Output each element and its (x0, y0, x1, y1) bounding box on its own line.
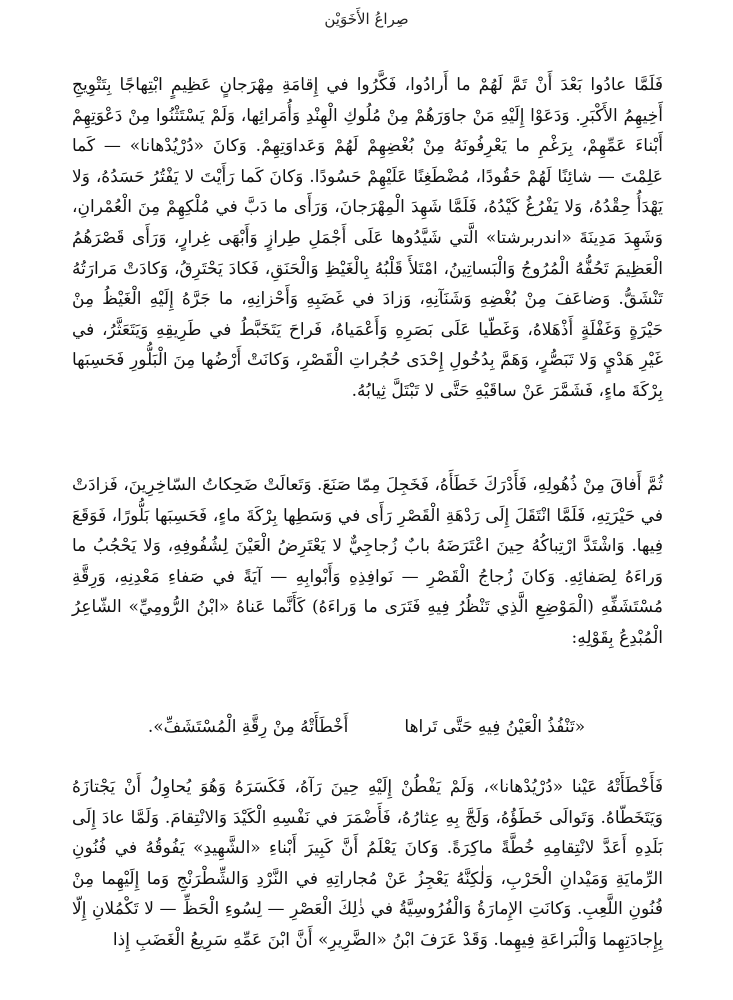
paragraph-1: فَلَمَّا عادُوا بَعْدَ أَنْ تَمَّ لَهُمْ ما أَرادُوا، فَكَّرُوا في إِقامَةِ مِهْرَجانٍ عَظِيمٍ ابْتِهاجًا بِتَتْوِيجِ أَخِيهِمُ الأَكْبَرِ. وَدَعَوْا إِلَيْهِ مَنْ جاوَرَهُمْ مِنْ مُلُوكِ الْهِنْدِ وَأُمَرائِها، وَلَمْ يَسْتَثْنُوا مِنْ دَعْوَتِهِمْ أَبْناءَ عَمِّهِمْ، بِرَغْمِ ما يَعْرِفُونَهُ مِنْ بُغْضِهِمْ لَهُمْ وَعَداوَتِهِمْ. وَكانَ «دُرْيُدْهانا» — كَما عَلِمْتَ — شائِنًا لَهُمْ حَقُودًا، مُضْطَغِنًا عَلَيْهِمْ حَسُودًا. وَكانَ كَما رَأَيْتَ لا يَفْتُرُ حَسَدُهُ، وَلا يَهْدَأُ حِقْدُهُ، وَلا يَفْرُغُ كَيْدُهُ، فَلَمَّا شَهِدَ الْمِهْرَجانَ، وَرَأَى ما دَبَّ في مُلْكِهِمْ مِنَ الْعُمْرانِ، وَشَهِدَ مَدِينَةَ «اندربرشتا» الَّتي شَيَّدُوها عَلَى أَجْمَلِ طِرازٍ وَأَبْهَى غِرارٍ، وَرَأَى قَصْرَهُمُ الْعَظِيمَ تَحُفُّهُ الْمُرُوجُ وَالْبَساتِينُ، امْتَلأَ قَلْبُهُ بِالْغَيْظِ وَالْحَنَقِ، فَكادَ يَحْتَرِقُ، وَكادَتْ مَرارَتُهُ تَنْشَقُّ. وَضاعَفَ مِنْ بُغْضِهِ وَشَنَآنِهِ، وَزادَ في غَضَبِهِ وَأَحْزانِهِ، ما جَرَّهُ إِلَيْهِ الْغَيْظُ مِنْ حَيْرَةٍ وَغَفْلَةٍ أَذْهَلاهُ، وَغَطّيا عَلَى بَصَرِهِ وَأَعْمَياهُ، فَراحَ يَتَخَبَّطُ في طَرِيقِهِ وَيَتَعَثَّرُ، في غَيْرِ هَدْيٍ وَلا تَبَصُّرٍ، وَهَمَّ بِدُخُولِ إِحْدَى حُجُراتِ الْقَصْرِ، وَكانَتْ أَرْضُها مِنَ الْبَلُّورِ فَحَسِبَها بِرْكَةَ ماءٍ، فَشَمَّرَ عَنْ ساقَيْهِ حَتَّى لا تَبْتَلَّ ثِيابُهُ. (72, 75, 663, 401)
paragraph-2: ثُمَّ أَفاقَ مِنْ ذُهُولِهِ، فَأَدْرَكَ خَطَأَهُ، فَخَجِلَ مِمّا صَنَعَ. وَتَعالَتْ ضَحِكاتُ السّاخِرِينَ، فَزادَتْ في حَيْرَتِهِ، فَلَمَّا انْتَقَلَ إِلَى رَدْهَةِ الْقَصْرِ رَأَى في وَسَطِها بِرْكَةَ ماءٍ، فَحَسِبَها بَلُّورًا، فَوَقَعَ فِيها. وَاشْتَدَّ ارْتِباكُهُ حِينَ اعْتَرَضَهُ بابٌ زُجاجِيٌّ لا يَعْتَرِضُ الْعَيْنَ لِشُفُوفِهِ، وَلا يَحْجُبُ ما وَراءَهُ لِصَفائِهِ. وَكانَ زُجاجُ الْقَصْرِ — نَوافِذِهِ وَأَبْوابِهِ — آيَةً في صَفاءِ مَعْدِنِهِ، وَرِقَّةِ مُسْتَشَفِّهِ (الْمَوْضِعِ الَّذِي تَنْظُرُ فِيهِ فَتَرَى ما وَراءَهُ) كَأَنَّما عَناهُ «ابْنُ الرُّومِيِّ» الشّاعِرُ الْمُبْدِعُ بِقَوْلِهِ: (72, 475, 663, 648)
poetry-verse (0, 712, 733, 742)
paragraph-3: فَأَخْطَأَتْهُ عَيْنا «دُرْيُدْهانا»، وَلَمْ يَفْطُنْ إِلَيْهِ حِينَ رَآهُ، فَكَسَرَهُ وَهُوَ يُحاوِلُ أَنْ يَجْتازَهُ وَيَتَخَطّاهُ. وَتَوالَى خَطَؤُهُ، وَلَجَّ بِهِ عِثارُهُ، فَأَضْمَرَ في نَفْسِهِ الْكَيْدَ وَالانْتِقامَ. وَلَمَّا عادَ إِلَى بَلَدِهِ أَعَدَّ لانْتِقامِهِ خُطَّةً ماكِرَةً. وَكانَ يَعْلَمُ أَنَّ كَبِيرَ أَبْناءِ «الشَّهِيدِ» يَفُوقُهُ في فُنُونِ الرِّمايَةِ وَمَيْدانِ الْحَرْبِ، وَلٰكِنَّهُ يَعْجِزُ عَنْ مُجاراتِهِ في النَّرْدِ وَالشِّطْرَنْجِ وَما إِلَيْهِما مِنْ فُنُونِ اللَّعِبِ. وَكانَتِ الإِمارَةُ وَالْفُرُوسِيَّةُ في ذٰلِكَ الْعَصْرِ — لِسُوءِ الْحَظِّ — لا تَكْمُلانِ إِلّا بِإِجادَتِهِما وَالْبَراعَةِ فِيهِما. وَقَدْ عَرَفَ ابْنُ «الضَّرِيرِ» أَنَّ ابْنَ عَمِّهِ سَرِيعُ الْغَضَبِ إِذا (72, 777, 663, 950)
page-header: صِراعُ الأَخَوَيْن (324, 10, 409, 28)
verse-first-hemistich: «تَنْفُذُ الْعَيْنُ فِيهِ حَتَّى تَراها (404, 717, 586, 737)
verse-second-hemistich: أَخْطَأَتْهُ مِنْ رِقَّةِ الْمُسْتَشَفِّ». (147, 717, 349, 737)
